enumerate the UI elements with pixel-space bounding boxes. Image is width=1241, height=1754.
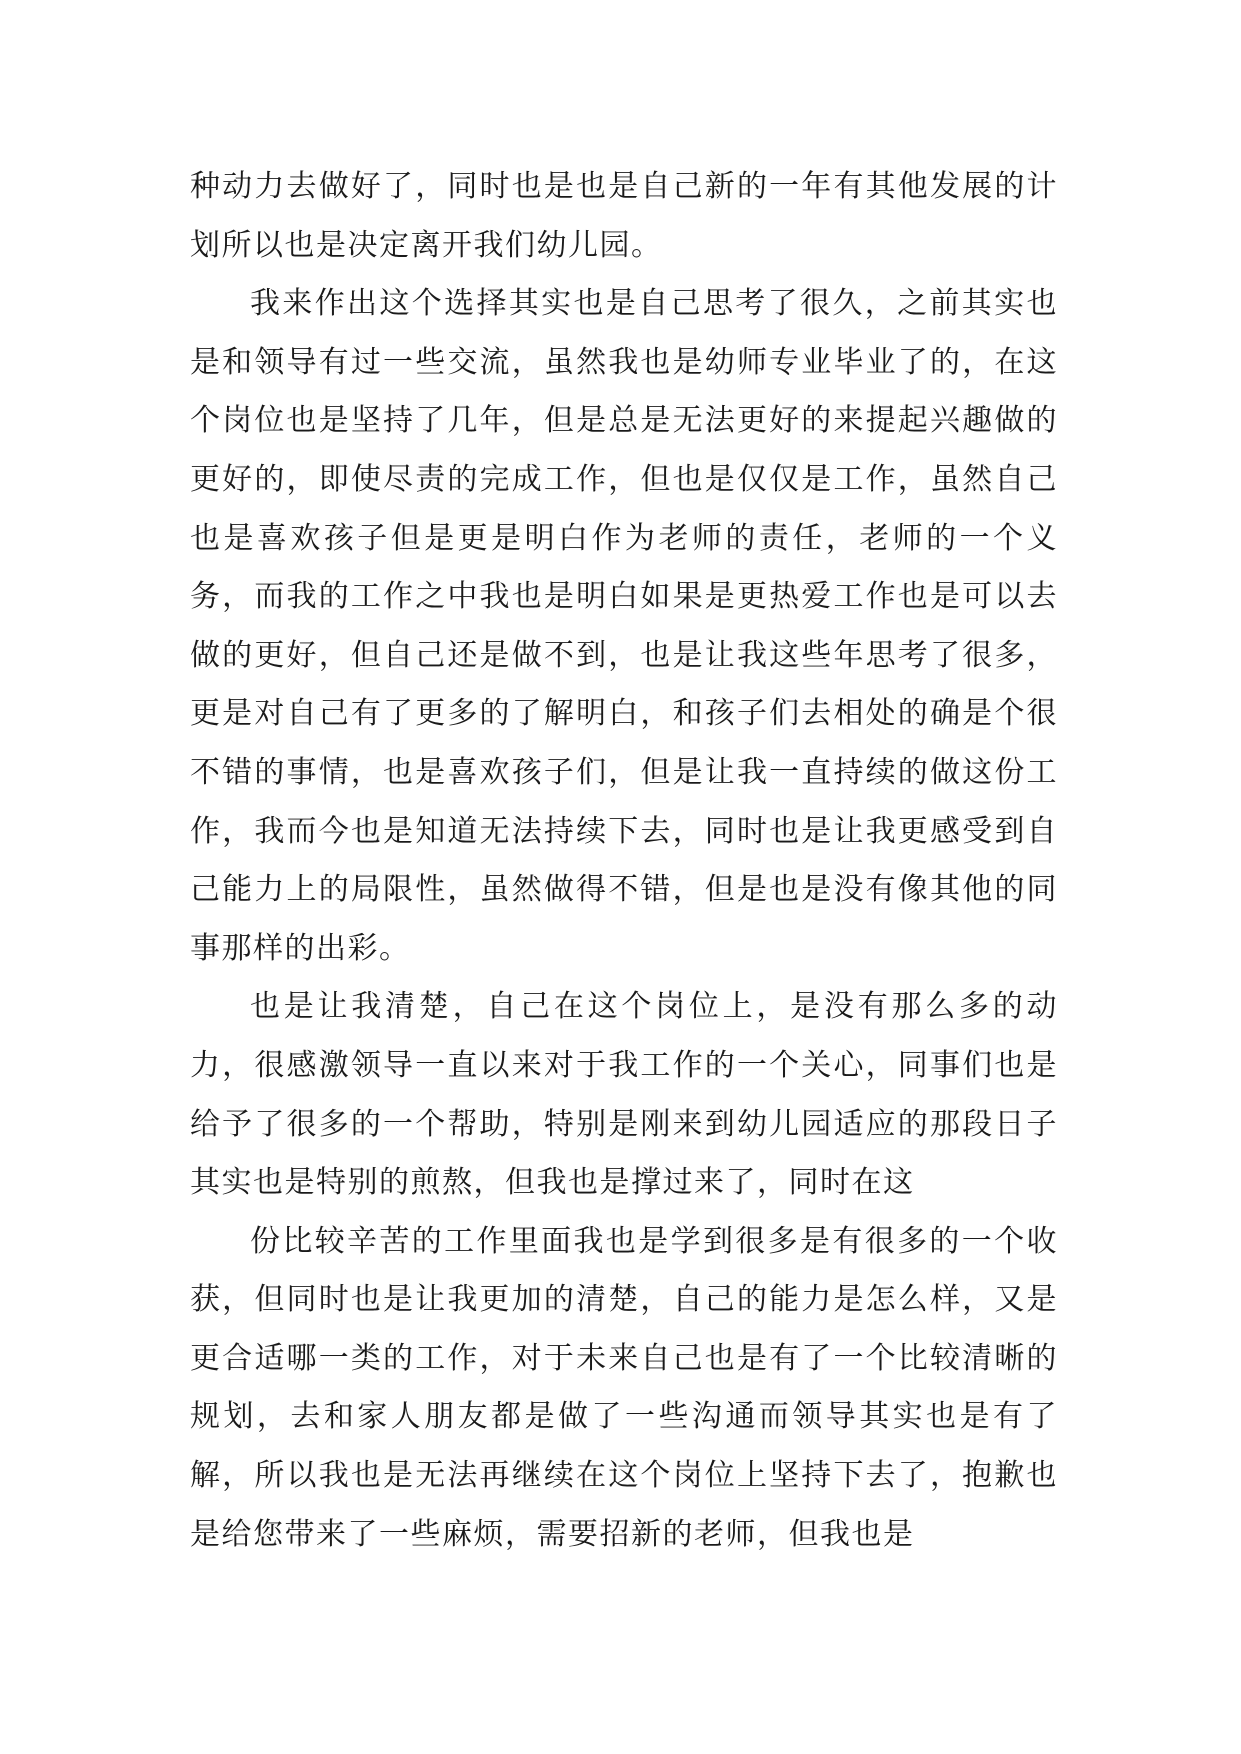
- paragraph-4: 份比较辛苦的工作里面我也是学到很多是有很多的一个收获，但同时也是让我更加的清楚，自己的能力是怎么样，又是更合适哪一类的工作，对于未来自己也是有了一个比较清晰的规划，去和家人朋友都是做了一些沟通而领导其实也是有了解，所以我也是无法再继续在这个岗位上坚持下去了，抱歉也是给您带来了一些麻烦，需要招新的老师，但我也是: [190, 1223, 1058, 1552]
- paragraph-1: 种动力去做好了，同时也是也是自己新的一年有其他发展的计划所以也是决定离开我们幼儿园。: [190, 169, 1058, 263]
- paragraph-2: 我来作出这个选择其实也是自己思考了很久，之前其实也是和领导有过一些交流，虽然我也是幼师专业毕业了的，在这个岗位也是坚持了几年，但是总是无法更好的来提起兴趣做的更好的，即使尽责的完成工作，但也是仅仅是工作，虽然自己也是喜欢孩子但是更是明白作为老师的责任，老师的一个义务，而我的工作之中我也是明白如果是更热爱工作也是可以去做的更好，但自己还是做不到，也是让我这些年思考了很多，更是对自己有了更多的了解明白，和孩子们去相处的确是个很不错的事情，也是喜欢孩子们，但是让我一直持续的做这份工作，我而今也是知道无法持续下去，同时也是让我更感受到自己能力上的局限性，虽然做得不错，但是也是没有像其他的同事那样的出彩。: [190, 286, 1058, 966]
- body-text: [190, 158, 1058, 1564]
- paragraph-3: 也是让我清楚，自己在这个岗位上，是没有那么多的动力，很感激领导一直以来对于我工作的一个关心，同事们也是给予了很多的一个帮助，特别是刚来到幼儿园适应的那段日子其实也是特别的煎熬，但我也是撑过来了，同时在这: [190, 989, 1058, 1201]
